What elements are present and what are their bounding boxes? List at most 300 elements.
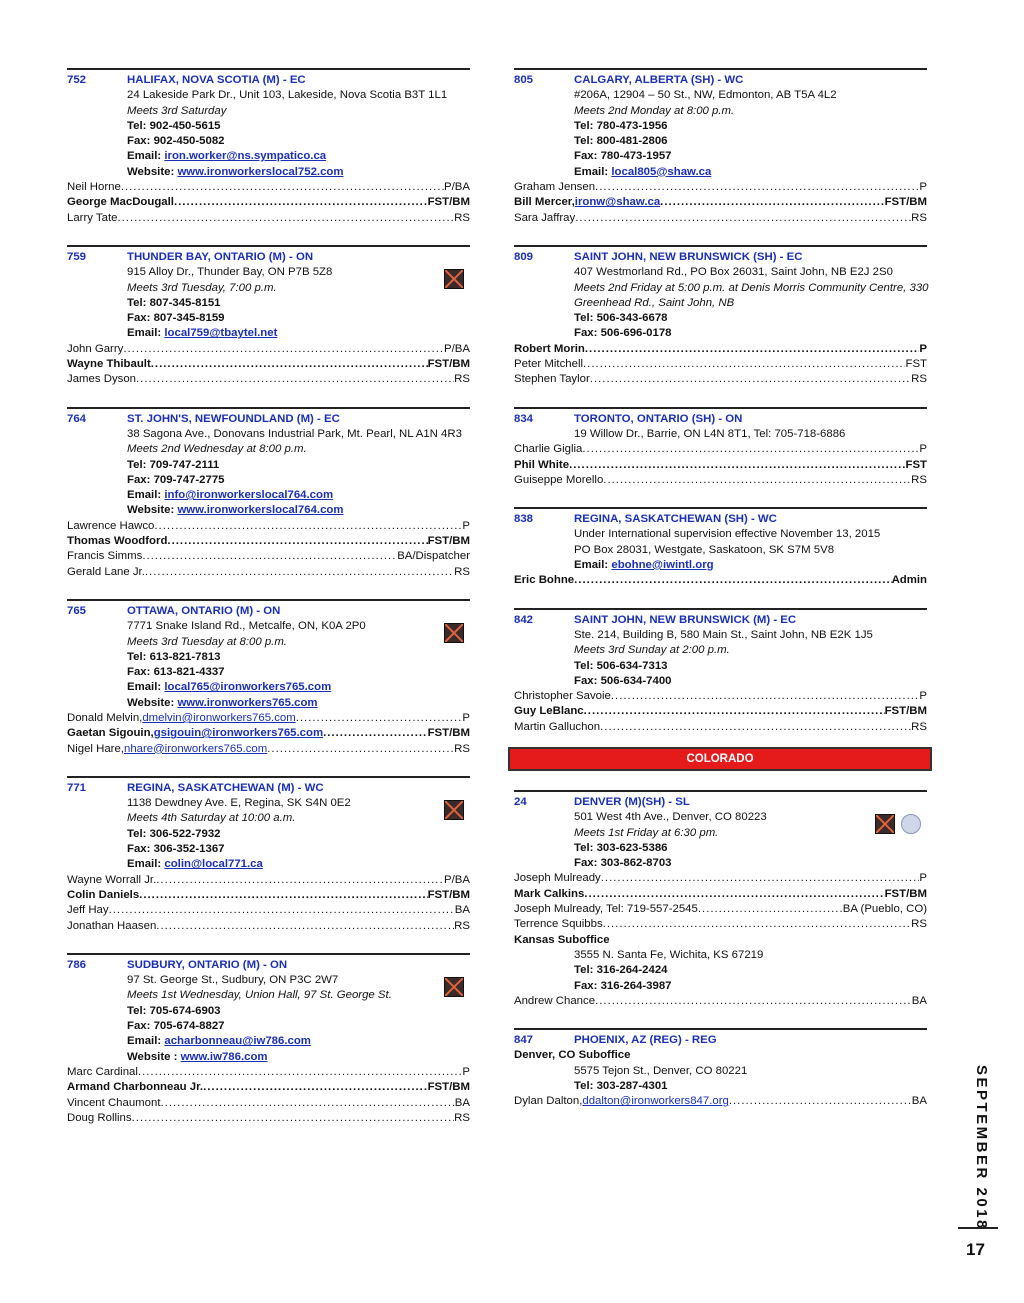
local-number: 842 — [514, 613, 534, 626]
detail-text: Fax: 506-696-0178 — [574, 327, 672, 340]
officer-name: Bill Mercer, — [514, 196, 575, 209]
local-name: OTTAWA, ONTARIO (M) - ON — [127, 604, 281, 617]
officer-row — [514, 573, 927, 588]
contact-link[interactable]: iron.worker@ns.sympatico.ca — [164, 150, 327, 163]
officer-row — [514, 994, 927, 1009]
officer-row — [514, 871, 927, 886]
detail-line — [514, 88, 927, 103]
officer-row — [67, 1096, 470, 1111]
officer-name: Joseph Mulready — [514, 872, 601, 885]
contact-link[interactable]: info@ironworkerslocal764.com — [164, 489, 334, 502]
officer-role: RS — [454, 742, 470, 755]
local-header — [67, 73, 470, 88]
leader-dots — [595, 994, 912, 1009]
officer-role: RS — [454, 1111, 470, 1124]
detail-line — [514, 1064, 927, 1079]
officer-name: Lawrence Hawco — [67, 519, 155, 532]
officer-row — [514, 180, 927, 195]
officer-role: RS — [454, 919, 470, 932]
detail-text: Email: — [127, 681, 165, 694]
officer-name: James Dyson — [67, 373, 137, 386]
detail-text: Tel: 303-287-4301 — [574, 1080, 668, 1093]
contact-link[interactable]: colin@local771.ca — [164, 858, 263, 871]
officer-role: RS — [454, 565, 470, 578]
leader-dots — [123, 342, 444, 357]
officer-row — [67, 342, 470, 357]
local-header — [67, 958, 470, 973]
officer-row — [67, 549, 470, 564]
detail-line — [514, 948, 927, 963]
detail-text: Fax: 303-862-8703 — [574, 857, 672, 870]
leader-dots — [582, 442, 919, 457]
detail-line — [67, 281, 470, 296]
detail-line — [67, 488, 470, 503]
detail-text: Meets 4th Saturday at 10:00 a.m. — [127, 812, 296, 825]
officer-row — [67, 565, 470, 580]
officer-row — [67, 919, 470, 934]
contact-link[interactable]: www.ironworkers765.com — [177, 696, 318, 709]
officer-role: P — [462, 519, 470, 532]
leader-dots — [132, 1111, 455, 1126]
officer-role: P — [462, 711, 470, 724]
officer-row — [514, 704, 927, 719]
leader-dots — [109, 903, 455, 918]
officer-row — [514, 211, 927, 226]
leader-dots — [156, 873, 444, 888]
detail-text: 1138 Dewdney Ave. E, Regina, SK S4N 0E2 — [127, 797, 351, 810]
left-column — [67, 68, 470, 1145]
leader-dots — [154, 519, 462, 534]
officer-email-link[interactable]: gsigouin@ironworkers765.com — [153, 727, 324, 740]
leader-dots — [611, 689, 920, 704]
officer-row — [67, 195, 470, 210]
local-entry — [514, 790, 927, 1009]
officer-role: P — [919, 342, 927, 355]
detail-line — [514, 826, 927, 841]
detail-text: Email: — [127, 858, 165, 871]
local-entry — [67, 245, 470, 388]
officer-name: Christopher Savoie — [514, 690, 611, 703]
officer-row — [67, 1065, 470, 1080]
detail-line — [67, 265, 470, 280]
local-number: 834 — [514, 412, 534, 425]
officer-role: RS — [454, 211, 470, 224]
detail-text: 915 Alloy Dr., Thunder Bay, ON P7B 5Z8 — [127, 266, 333, 279]
officer-role: BA — [911, 1095, 927, 1108]
local-number: 809 — [514, 250, 534, 263]
detail-line — [67, 1034, 470, 1049]
local-entry — [67, 407, 470, 580]
local-name: THUNDER BAY, ONTARIO (M) - ON — [127, 250, 314, 263]
local-header — [514, 73, 927, 88]
detail-text: Tel: 709-747-2111 — [127, 458, 220, 471]
detail-text: Website: — [127, 165, 178, 178]
officer-name: Dylan Dalton, — [514, 1095, 583, 1108]
detail-line — [67, 842, 470, 857]
detail-text: 501 West 4th Ave., Denver, CO 80223 — [574, 811, 767, 824]
officer-row — [67, 742, 470, 757]
contact-link[interactable]: www.iw786.com — [180, 1050, 268, 1063]
contact-link[interactable]: acharbonneau@iw786.com — [164, 1035, 311, 1048]
officer-name: Graham Jensen — [514, 181, 596, 194]
officer-name: Jonathan Haasen — [67, 919, 157, 932]
detail-text: 5575 Tejon St., Denver, CO 80221 — [574, 1064, 748, 1077]
detail-line — [67, 296, 470, 311]
leader-dots — [575, 211, 911, 226]
local-number: 759 — [67, 250, 87, 263]
detail-line — [67, 796, 470, 811]
officer-role: P — [462, 1065, 470, 1078]
local-name: ST. JOHN'S, NEWFOUNDLAND (M) - EC — [127, 412, 340, 425]
detail-text: 19 Willow Dr., Barrie, ON L4N 8T1, Tel: 705-718-6886 — [574, 427, 846, 440]
officer-role: P — [919, 690, 927, 703]
officer-name: John Garry — [67, 342, 124, 355]
local-entry — [514, 68, 927, 226]
local-header — [514, 250, 927, 265]
officer-row — [67, 211, 470, 226]
certification-seal-icon — [901, 814, 921, 834]
detail-line — [67, 104, 470, 119]
local-entry — [514, 608, 927, 735]
officer-name: George MacDougall — [67, 196, 174, 209]
local-entry — [514, 1028, 927, 1109]
detail-line — [67, 119, 470, 134]
leader-dots — [574, 573, 891, 588]
local-name: HALIFAX, NOVA SCOTIA (M) - EC — [127, 74, 306, 86]
local-entry — [514, 507, 927, 588]
officer-row — [67, 903, 470, 918]
officer-name: Francis Simms — [67, 550, 143, 563]
contact-link[interactable]: local765@ironworkers765.com — [164, 681, 332, 694]
local-header — [514, 412, 927, 427]
badge-group — [444, 977, 464, 997]
detail-line — [514, 311, 927, 326]
detail-text: 24 Lakeside Park Dr., Unit 103, Lakeside, Nova Scotia B3T 1L1 — [127, 89, 448, 102]
officer-row — [67, 534, 470, 549]
detail-text: Fax: 780-473-1957 — [574, 150, 672, 163]
detail-line — [514, 643, 927, 658]
detail-text: Fax: 705-674-8827 — [127, 1020, 225, 1033]
leader-dots — [603, 917, 912, 932]
officer-name: Colin Daniels — [67, 888, 140, 901]
local-header — [514, 795, 927, 810]
detail-line — [67, 650, 470, 665]
contact-link[interactable]: local759@tbaytel.net — [164, 327, 278, 340]
leader-dots — [584, 887, 884, 902]
officer-role: FST/BM — [427, 727, 470, 740]
detail-line — [67, 973, 470, 988]
detail-line — [514, 963, 927, 978]
leader-dots — [117, 211, 454, 226]
detail-text: Meets 3rd Saturday — [127, 104, 227, 117]
officer-name: Neil Horne — [67, 181, 121, 194]
detail-line — [67, 988, 470, 1003]
detail-line — [67, 503, 470, 518]
officer-role: FST/BM — [884, 887, 927, 900]
leader-dots — [323, 726, 428, 741]
detail-line — [514, 296, 927, 311]
detail-text: PO Box 28031, Westgate, Saskatoon, SK S7M 5V8 — [574, 543, 835, 556]
badge-group — [444, 800, 464, 820]
local-entry — [514, 407, 927, 488]
officer-row — [514, 342, 927, 357]
aacm-logo-icon — [444, 977, 464, 997]
detail-text: Email: — [127, 1035, 165, 1048]
detail-text: Fax: 807-345-8159 — [127, 312, 225, 325]
detail-text: Greenhead Rd., Saint John, NB — [574, 296, 735, 309]
officer-row — [67, 888, 470, 903]
leader-dots — [585, 342, 920, 357]
officer-role: FST — [905, 358, 927, 371]
leader-dots — [729, 1094, 912, 1109]
detail-line — [514, 856, 927, 871]
detail-line — [67, 427, 470, 442]
state-header-colorado: COLORADO — [508, 747, 932, 771]
detail-text: Under International supervision effective November 13, 2015 — [574, 528, 881, 541]
detail-text: Tel: 506-634-7313 — [574, 659, 668, 672]
detail-line — [67, 311, 470, 326]
detail-text: Meets 1st Friday at 6:30 pm. — [574, 826, 719, 839]
detail-text: Tel: 303-623-5386 — [574, 841, 668, 854]
local-entry — [67, 68, 470, 226]
officer-name: Guy LeBlanc — [514, 705, 584, 718]
officer-name: Wayne Thibault — [67, 358, 151, 371]
detail-line — [514, 543, 927, 558]
officer-role: BA — [454, 904, 470, 917]
detail-text: 97 St. George St., Sudbury, ON P3C 2W7 — [127, 974, 339, 987]
leader-dots — [583, 357, 905, 372]
leader-dots — [267, 742, 454, 757]
officer-name: Phil White — [514, 458, 570, 471]
officer-name: Larry Tate — [67, 211, 118, 224]
officer-role: FST/BM — [427, 196, 470, 209]
detail-text: Fax: 613-821-4337 — [127, 666, 225, 679]
officer-name: Robert Morin — [514, 342, 585, 355]
detail-line — [514, 134, 927, 149]
detail-line — [67, 680, 470, 695]
local-name: SAINT JOHN, NEW BRUNSWICK (SH) - EC — [574, 250, 803, 263]
officer-name: Marc Cardinal — [67, 1065, 138, 1078]
detail-line — [67, 1050, 470, 1065]
contact-link[interactable]: local805@shaw.ca — [611, 165, 712, 178]
detail-text: Website : — [127, 1050, 181, 1063]
right-column — [514, 68, 927, 1129]
contact-link[interactable]: www.ironworkerslocal752.com — [177, 165, 344, 178]
badge-group — [444, 623, 464, 643]
officer-row — [67, 372, 470, 387]
suboffice-title: Kansas Suboffice — [514, 933, 610, 946]
officer-row — [67, 1111, 470, 1126]
officer-role: P/BA — [444, 873, 470, 886]
officer-row — [514, 195, 927, 210]
officer-email-link[interactable]: ironw@shaw.ca — [574, 196, 661, 209]
officer-role: RS — [911, 373, 927, 386]
detail-text: Ste. 214, Building B, 580 Main St., Saint John, NB E2K 1J5 — [574, 628, 873, 641]
local-number: 847 — [514, 1034, 534, 1047]
leader-dots — [569, 458, 905, 473]
officer-role: RS — [911, 473, 927, 486]
officer-role: FST/BM — [427, 888, 470, 901]
local-name: REGINA, SASKATCHEWAN (M) - WC — [127, 781, 324, 794]
detail-text: Fax: 506-634-7400 — [574, 674, 672, 687]
officer-email-link[interactable]: nhare@ironworkers765.com — [123, 742, 268, 755]
detail-text: Email: — [574, 559, 612, 572]
leader-dots — [145, 565, 454, 580]
detail-text: Tel: 807-345-8151 — [127, 296, 221, 309]
detail-line — [67, 165, 470, 180]
detail-line — [67, 134, 470, 149]
detail-line — [514, 674, 927, 689]
suboffice-title: Denver, CO Suboffice — [514, 1049, 631, 1062]
leader-dots — [595, 180, 919, 195]
leader-dots — [136, 372, 454, 387]
local-number: 752 — [67, 74, 87, 86]
officer-name: Jeff Hay — [67, 904, 109, 917]
detail-line — [514, 104, 927, 119]
officer-role: BA — [454, 1096, 470, 1109]
officer-role: RS — [911, 211, 927, 224]
detail-line — [514, 1079, 927, 1094]
aacm-logo-icon — [875, 814, 895, 834]
local-header — [67, 781, 470, 796]
local-number: 838 — [514, 513, 534, 526]
officer-role: RS — [911, 918, 927, 931]
detail-line — [67, 635, 470, 650]
officer-row — [67, 873, 470, 888]
leader-dots — [161, 1096, 455, 1111]
local-number: 771 — [67, 781, 87, 794]
officer-email-link[interactable]: dmelvin@ironworkers765.com — [142, 711, 296, 724]
detail-text: Meets 3rd Sunday at 2:00 p.m. — [574, 644, 730, 657]
detail-text: Tel: 613-821-7813 — [127, 650, 221, 663]
officer-email-link[interactable]: ddalton@ironworkers847.org — [582, 1095, 729, 1108]
badge-group — [875, 814, 921, 834]
officer-role: FST/BM — [427, 358, 470, 371]
detail-line — [67, 827, 470, 842]
local-name: PHOENIX, AZ (REG) - REG — [574, 1034, 717, 1047]
detail-line — [67, 458, 470, 473]
officer-row — [67, 726, 470, 741]
detail-text: 7771 Snake Island Rd., Metcalfe, ON, K0A 2P0 — [127, 620, 366, 633]
detail-line — [67, 696, 470, 711]
officer-row — [514, 458, 927, 473]
officer-row — [514, 689, 927, 704]
officer-row — [67, 180, 470, 195]
detail-line — [514, 810, 927, 825]
officer-role: BA — [911, 994, 927, 1007]
contact-link[interactable]: www.ironworkerslocal764.com — [177, 504, 344, 517]
detail-line — [67, 442, 470, 457]
officer-row — [67, 357, 470, 372]
detail-text: Fax: 709-747-2775 — [127, 473, 225, 486]
officer-role: P/BA — [444, 342, 470, 355]
leader-dots — [151, 357, 428, 372]
detail-line — [67, 857, 470, 872]
officer-name: Gerald Lane Jr. — [67, 565, 145, 578]
officer-role: P — [919, 181, 927, 194]
local-entry — [67, 776, 470, 934]
local-number: 24 — [514, 795, 527, 808]
local-name: SAINT JOHN, NEW BRUNSWICK (M) - EC — [574, 613, 797, 626]
officer-role: FST/BM — [427, 1081, 470, 1094]
officer-row — [67, 519, 470, 534]
detail-text: 38 Sagona Ave., Donovans Industrial Park, Mt. Pearl, NL A1N 4R3 — [127, 427, 462, 440]
detail-line — [67, 326, 470, 341]
detail-text: Meets 3rd Tuesday at 8:00 p.m. — [127, 635, 287, 648]
officer-name: Joseph Mulready, Tel: 719-557-2545 — [514, 903, 698, 916]
local-number: 786 — [67, 958, 87, 971]
officer-row — [514, 720, 927, 735]
leader-dots — [584, 704, 885, 719]
local-header — [514, 1033, 927, 1048]
officer-name: Terrence Squibbs — [514, 918, 603, 931]
officer-role: FST/BM — [884, 705, 927, 718]
officer-name: Peter Mitchell — [514, 358, 584, 371]
leader-dots — [603, 473, 911, 488]
officer-row — [514, 473, 927, 488]
officer-row — [514, 372, 927, 387]
officer-row — [67, 711, 470, 726]
detail-line — [514, 558, 927, 573]
officer-name: Mark Calkins — [514, 887, 585, 900]
detail-text: Meets 2nd Wednesday at 8:00 p.m. — [127, 443, 307, 456]
detail-text: Fax: 902-450-5082 — [127, 135, 225, 148]
officer-name: Donald Melvin, — [67, 711, 143, 724]
detail-line — [514, 165, 927, 180]
leader-dots — [590, 372, 911, 387]
officer-name: Stephen Taylor — [514, 373, 590, 386]
officer-row — [67, 1080, 470, 1095]
officer-row — [514, 902, 927, 917]
officer-role: BA (Pueblo, CO) — [842, 903, 927, 916]
detail-line — [514, 119, 927, 134]
leader-dots — [121, 180, 444, 195]
leader-dots — [601, 871, 920, 886]
contact-link[interactable]: ebohne@iwintl.org — [611, 559, 714, 572]
detail-text: Email: — [127, 150, 165, 163]
officer-name: Armand Charbonneau Jr. — [67, 1081, 204, 1094]
local-header — [67, 250, 470, 265]
local-number: 805 — [514, 74, 534, 86]
detail-text: 407 Westmorland Rd., PO Box 26031, Saint John, NB E2J 2S0 — [574, 266, 893, 279]
officer-name: Vincent Chaumont — [67, 1096, 161, 1109]
officer-role: P — [919, 443, 927, 456]
officer-name: Wayne Worrall Jr. — [67, 873, 157, 886]
detail-line — [67, 1019, 470, 1034]
local-name: DENVER (M)(SH) - SL — [574, 795, 690, 808]
detail-line — [514, 326, 927, 341]
officer-row — [514, 1094, 927, 1109]
badge-group — [444, 269, 464, 289]
detail-text: Website: — [127, 696, 178, 709]
local-header — [67, 412, 470, 427]
detail-line — [67, 1004, 470, 1019]
detail-line — [514, 149, 927, 164]
officer-role: P — [919, 872, 927, 885]
local-name: CALGARY, ALBERTA (SH) - WC — [574, 74, 744, 86]
local-header — [514, 613, 927, 628]
detail-text: Website: — [127, 504, 178, 517]
detail-line — [67, 473, 470, 488]
officer-role: FST — [905, 458, 927, 471]
leader-dots — [660, 195, 884, 210]
detail-text: Meets 2nd Monday at 8:00 p.m. — [574, 104, 735, 117]
officer-row — [514, 442, 927, 457]
officer-role: Admin — [891, 574, 927, 587]
detail-text: Email: — [127, 489, 165, 502]
leader-dots — [698, 902, 843, 917]
local-number: 764 — [67, 412, 87, 425]
